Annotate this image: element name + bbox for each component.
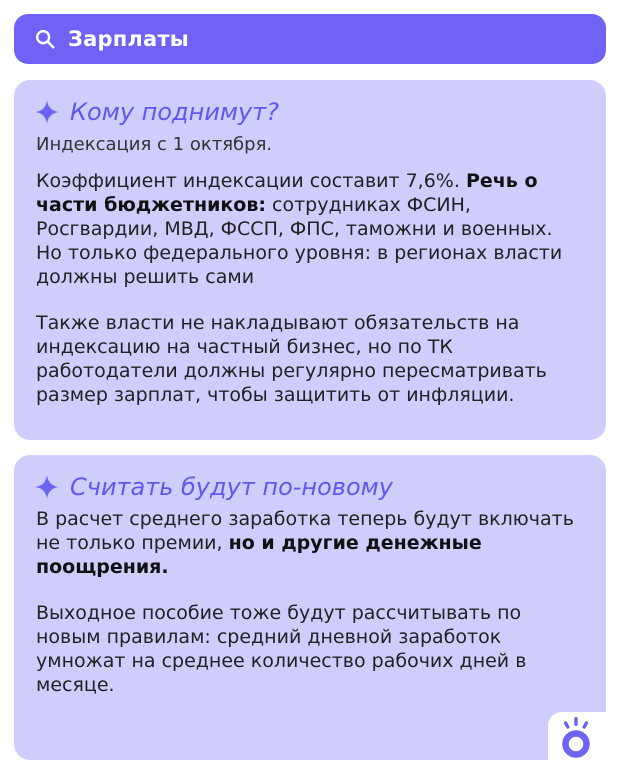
- sparkle-icon: [34, 474, 60, 500]
- card-new-calculation: [14, 455, 606, 760]
- card-subtitle: Индексация с 1 октября.: [36, 134, 273, 155]
- card-paragraph: В расчет среднего заработка теперь будут включать не только премии, но и другие денежные поощрения.: [36, 508, 574, 578]
- search-bar[interactable]: [14, 14, 606, 64]
- brand-logo-icon: [558, 714, 594, 758]
- card-title: [34, 473, 584, 501]
- card-paragraph: Выходное пособие тоже будут рассчитывать по новым правилам: средний дневной заработок умножат на среднее количество рабочих дней в месяце.: [36, 602, 527, 696]
- card-title: [34, 98, 584, 126]
- card-who-gets-raise: [14, 80, 606, 440]
- card-paragraph: Также власти не накладывают обязательств на индексацию на частный бизнес, но по ТК работодатели должны регулярно пересматривать размер зарплат, чтобы защитить от инфляции.: [36, 312, 547, 406]
- card-title-text: Считать будут по-новому: [70, 473, 393, 501]
- search-label: Зарплаты: [68, 27, 189, 51]
- search-icon: [34, 28, 56, 50]
- card-paragraph: Коэффициент индексации составит 7,6%. Речь о части бюджетников: сотрудниках ФСИН, Росгвардии, МВД, ФССП, ФПС, таможни и военных. Но только федерального уровня: в регионах власти должны решить сами: [36, 170, 563, 288]
- card-title-text: Кому поднимут?: [70, 98, 279, 126]
- sparkle-icon: [34, 99, 60, 125]
